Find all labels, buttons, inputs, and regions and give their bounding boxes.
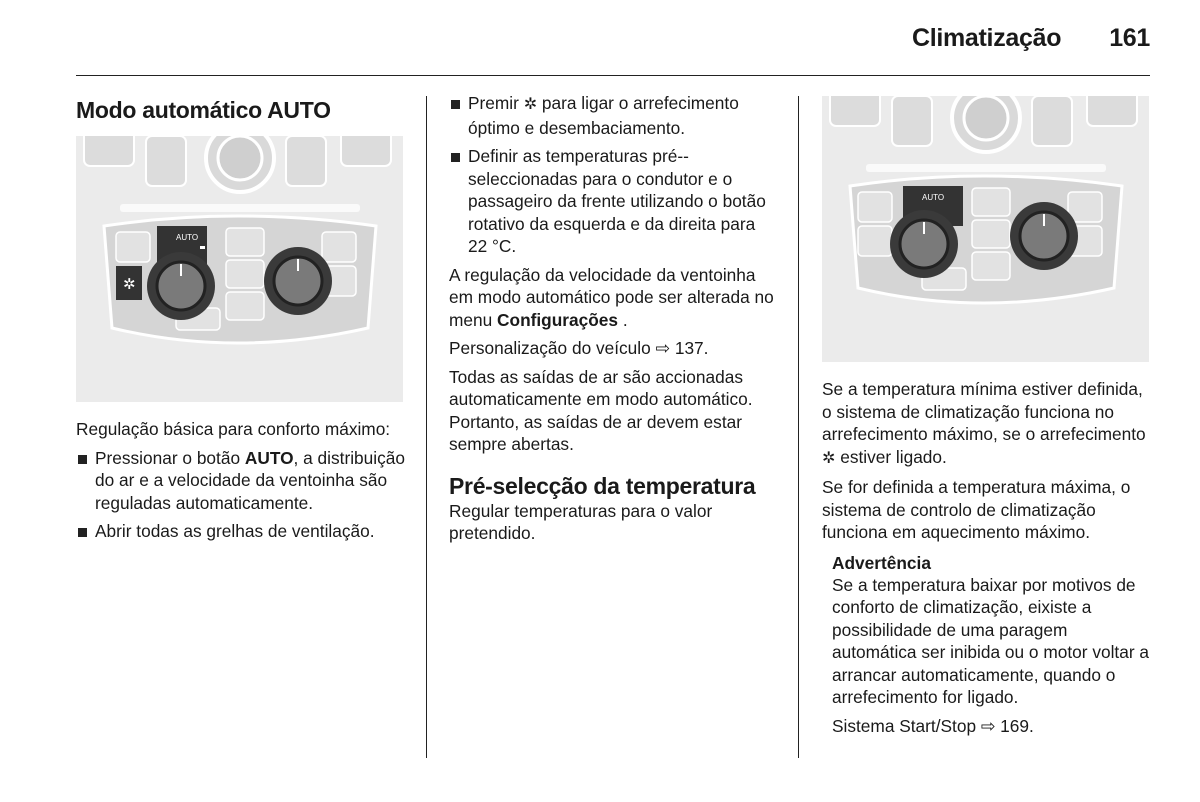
cross-reference — [832, 715, 1152, 738]
paragraph: Regular temperaturas para o valor pretendido. — [449, 500, 713, 543]
text-run: estiver ligado. — [835, 446, 947, 467]
svg-text:✲: ✲ — [123, 276, 136, 293]
auto-button-label: AUTO — [176, 233, 199, 242]
auto-button-label: AUTO — [922, 193, 945, 202]
ac-snowflake-icon: ✲ — [822, 449, 836, 467]
paragraph — [449, 264, 779, 332]
text-run: . — [618, 309, 628, 330]
bullet-list-1 — [76, 447, 406, 543]
text-run: , a distribuição do ar e a velocidade da ventoinha são reguladas automaticamente. — [95, 447, 405, 513]
text-run: Se a temperatura mínima estiver definida, o sistema de climatização funciona no arrefecimento máximo, se o arrefecimento — [822, 379, 1146, 444]
text-run: Sistema Start/Stop — [832, 715, 981, 736]
cross-reference — [449, 337, 779, 360]
page-number: 161 — [1109, 24, 1150, 52]
column-divider-1 — [426, 96, 427, 758]
list-item: Abrir todas as grelhas de ventilação. — [76, 520, 406, 543]
intro-text: Regulação básica para conforto máximo: — [76, 419, 391, 439]
paragraph: Se for definida a temperatura máxima, o sistema de controlo de climatização funciona em aquecimento máximo. — [822, 477, 1131, 542]
warning-box — [822, 552, 1152, 738]
chapter-title: Climatização — [911, 24, 1062, 52]
warning-text: Se a temperatura baixar por motivos de conforto de climatização, eixiste a possibilidade de uma paragem automática ser inibida ou o motor voltar a arrancar automaticamente, quando o arrefecimento for ligado. — [832, 574, 1149, 707]
paragraph: Todas as saídas de ar são accionadas automaticamente em modo automático. Portanto, as saídas de ar devem estar sempre abertas. — [449, 366, 753, 454]
section-heading-temp-preselect: Pré-selecção da temperatura — [449, 472, 756, 499]
section-heading-auto-mode: Modo automático AUTO — [76, 97, 331, 123]
auto-keyword: AUTO — [244, 447, 294, 468]
text-run: Personalização do veículo — [449, 338, 656, 358]
page-header — [912, 24, 1150, 53]
header-rule — [76, 75, 1150, 76]
climate-panel-figure-cooling — [822, 96, 1149, 362]
bullet-list-2 — [449, 92, 779, 258]
column-1 — [76, 92, 406, 543]
climate-panel-figure-auto — [76, 136, 403, 402]
settings-keyword: Configurações — [497, 309, 619, 330]
ac-snowflake-icon: ✲ — [523, 96, 538, 113]
warning-title: Advertência — [832, 552, 931, 573]
text-run: para ligar o arrefecimento óptimo e desembaciamento. — [468, 93, 739, 138]
list-item: Definir as temperaturas pré--seleccionadas para o condutor e o passageiro da frente utilizando o botão rotativo da esquerda e da direita para 22 °C. — [449, 145, 779, 258]
text-run: A regulação da velocidade da ventoinha em modo automático pode ser alterada no menu — [449, 264, 774, 330]
page-ref: 169. — [995, 715, 1034, 736]
arrow-ref-icon: ⇨ — [655, 338, 671, 358]
arrow-ref-icon: ⇨ — [980, 715, 996, 736]
page-ref: 137. — [670, 338, 709, 358]
column-3 — [822, 92, 1152, 737]
text-run: Premir — [468, 93, 524, 113]
text-run: Pressionar o botão — [95, 447, 245, 468]
paragraph — [822, 378, 1152, 470]
column-divider-2 — [798, 96, 799, 758]
list-item — [449, 92, 779, 139]
list-item — [76, 447, 406, 515]
column-2 — [449, 92, 779, 545]
